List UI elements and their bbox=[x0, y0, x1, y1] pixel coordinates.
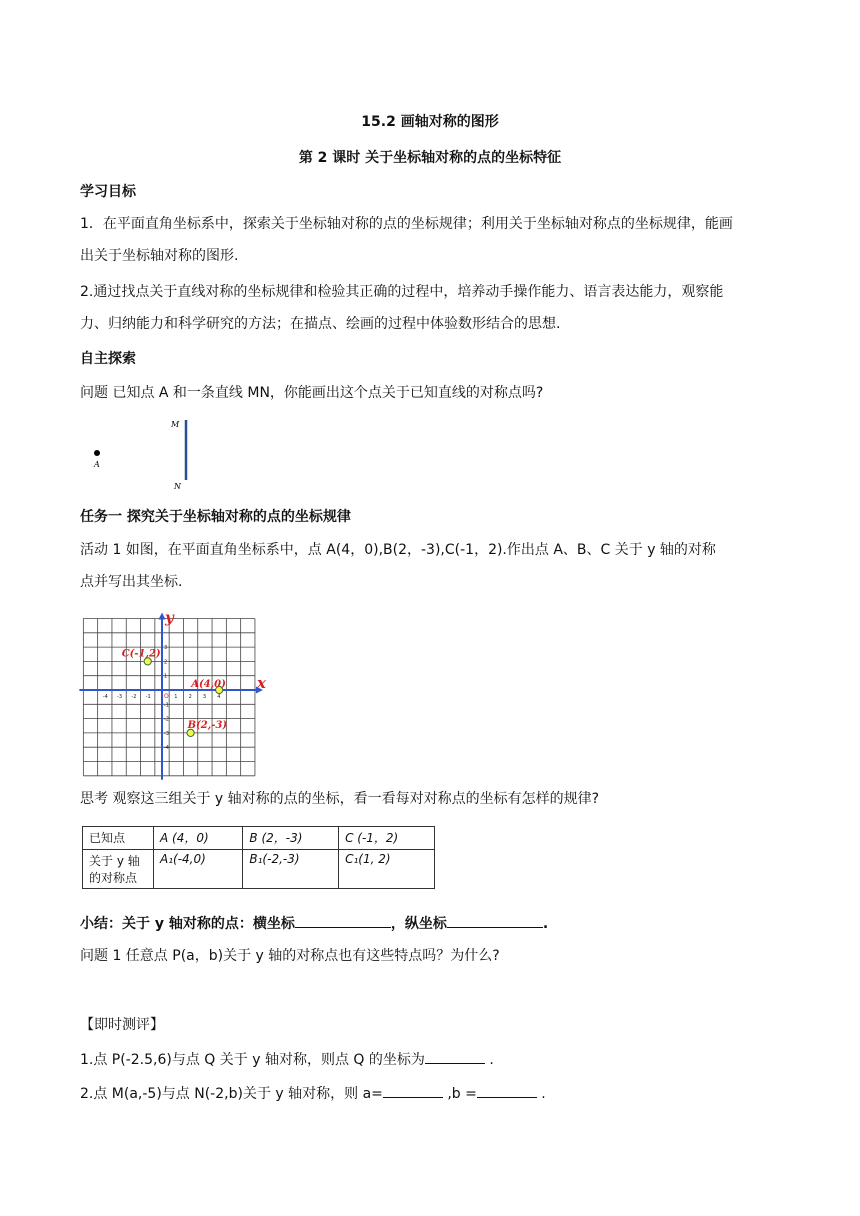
y-tick-label: 1 bbox=[164, 673, 168, 680]
table-cell: C (-1，2) bbox=[339, 827, 435, 850]
x-tick-label: 1 bbox=[174, 694, 178, 700]
y-tick-label: -4 bbox=[164, 745, 169, 752]
table-cell bbox=[83, 850, 154, 889]
table-row bbox=[83, 850, 435, 889]
quiz-q2-blank-a[interactable] bbox=[383, 1083, 443, 1098]
goal-item-1-line-2: 出关于坐标轴对称的图形. bbox=[80, 248, 239, 264]
x-tick-label: 2 bbox=[188, 694, 192, 700]
x-tick-label: 4 bbox=[217, 694, 221, 700]
line-n-label: N bbox=[174, 482, 181, 491]
task1-activity-line-1: 活动 1 如图，在平面直角坐标系中，点 A(4，0),B(2，-3),C(-1，2).作出点 A、B、C 关于 y 轴的对称 bbox=[80, 542, 716, 558]
quiz-q2-mid: ,b = bbox=[442, 1086, 477, 1102]
grid-point-label: A(4,0) bbox=[191, 679, 226, 690]
point-a-dot bbox=[94, 450, 100, 456]
quiz-q1-end: . bbox=[484, 1052, 494, 1068]
table-cell-line: 的对称点 bbox=[89, 871, 138, 885]
x-tick-label: -4 bbox=[102, 694, 108, 700]
quiz-q2-blank-b[interactable] bbox=[477, 1083, 537, 1098]
x-tick-label: -2 bbox=[131, 694, 137, 700]
summary-blank-y[interactable] bbox=[447, 913, 543, 928]
page-subtitle: 第 2 课时 关于坐标轴对称的点的坐标特征 bbox=[298, 150, 562, 166]
y-tick-label: 3 bbox=[164, 645, 168, 652]
table-cell: 已知点 bbox=[83, 827, 154, 850]
summary-suffix: . bbox=[542, 916, 549, 932]
x-tick-label: 3 bbox=[202, 694, 207, 700]
table-cell: A (4，0) bbox=[154, 827, 243, 850]
x-axis-label: x bbox=[256, 674, 266, 692]
summary-line bbox=[80, 913, 548, 934]
grid-lines bbox=[83, 619, 255, 776]
table-cell: B (2，-3) bbox=[243, 827, 339, 850]
x-tick-label: -3 bbox=[117, 694, 123, 700]
task1-heading: 任务一 探究关于坐标轴对称的点的坐标规律 bbox=[80, 509, 351, 525]
explore-heading: 自主探索 bbox=[80, 351, 136, 367]
goal-item-2-line-2: 力、归纳能力和科学研究的方法；在描点、绘画的过程中体验数形结合的思想. bbox=[80, 316, 561, 332]
table-cell-line: 关于 y 轴 bbox=[89, 854, 140, 868]
y-tick-label: -3 bbox=[164, 730, 169, 737]
coordinates-table bbox=[82, 826, 435, 889]
goal-item-2-line-1: 2.通过找点关于直线对称的坐标规律和检验其正确的过程中，培养动手操作能力、语言表达能力，观察能 bbox=[80, 284, 724, 300]
goal-item-1-line-1: 1．在平面直角坐标系中，探索关于坐标轴对称的点的坐标规律；利用关于坐标轴对称点的坐标规律，能画 bbox=[80, 216, 733, 232]
quiz-question-1 bbox=[80, 1049, 494, 1070]
think-text: 思考 观察这三组关于 y 轴对称的点的坐标，看一看每对对称点的坐标有怎样的规律? bbox=[80, 791, 600, 807]
y-axis-label: y bbox=[165, 608, 174, 627]
grid-point-label: C(-1,2) bbox=[121, 648, 161, 660]
quiz-heading: 【即时测评】 bbox=[80, 1017, 164, 1033]
origin-label: O bbox=[164, 693, 169, 700]
point-a-label: A bbox=[94, 460, 100, 469]
page-title: 15.2 画轴对称的图形 bbox=[361, 114, 499, 130]
quiz-q1-blank[interactable] bbox=[425, 1049, 485, 1064]
goals-heading: 学习目标 bbox=[80, 184, 136, 200]
quiz-q1-text: 1.点 P(-2.5,6)与点 Q 关于 y 轴对称，则点 Q 的坐标为 bbox=[80, 1052, 425, 1068]
x-tick-label: -1 bbox=[145, 694, 151, 700]
summary-middle: ，纵坐标 bbox=[390, 916, 447, 932]
summary-prefix: 小结：关于 y 轴对称的点：横坐标 bbox=[80, 916, 295, 932]
quiz-question-2 bbox=[80, 1083, 546, 1104]
quiz-q2-text: 2.点 M(a,-5)与点 N(-2,b)关于 y 轴对称，则 a= bbox=[80, 1086, 383, 1102]
summary-blank-x[interactable] bbox=[295, 913, 391, 928]
line-m-label: M bbox=[171, 420, 180, 429]
table-cell: A₁(-4,0) bbox=[154, 850, 243, 889]
table-cell: B₁(-2,-3) bbox=[243, 850, 339, 889]
table-cell: C₁(1, 2) bbox=[339, 850, 435, 889]
y-tick-label: 2 bbox=[164, 659, 168, 666]
grid-point-label: B(2,-3) bbox=[187, 719, 228, 731]
y-tick-label: -1 bbox=[164, 702, 169, 709]
y-tick-label: -2 bbox=[164, 716, 169, 723]
quiz-q2-end: . bbox=[536, 1086, 546, 1102]
question-1: 问题 1 任意点 P(a，b)关于 y 轴的对称点也有这些特点吗？为什么? bbox=[80, 948, 500, 964]
table-row bbox=[83, 827, 435, 850]
coordinate-grid bbox=[78, 602, 266, 777]
task1-activity-line-2: 点并写出其坐标. bbox=[80, 574, 183, 590]
point-line-figure bbox=[80, 410, 210, 495]
explore-question: 问题 已知点 A 和一条直线 MN，你能画出这个点关于已知直线的对称点吗? bbox=[80, 385, 544, 401]
